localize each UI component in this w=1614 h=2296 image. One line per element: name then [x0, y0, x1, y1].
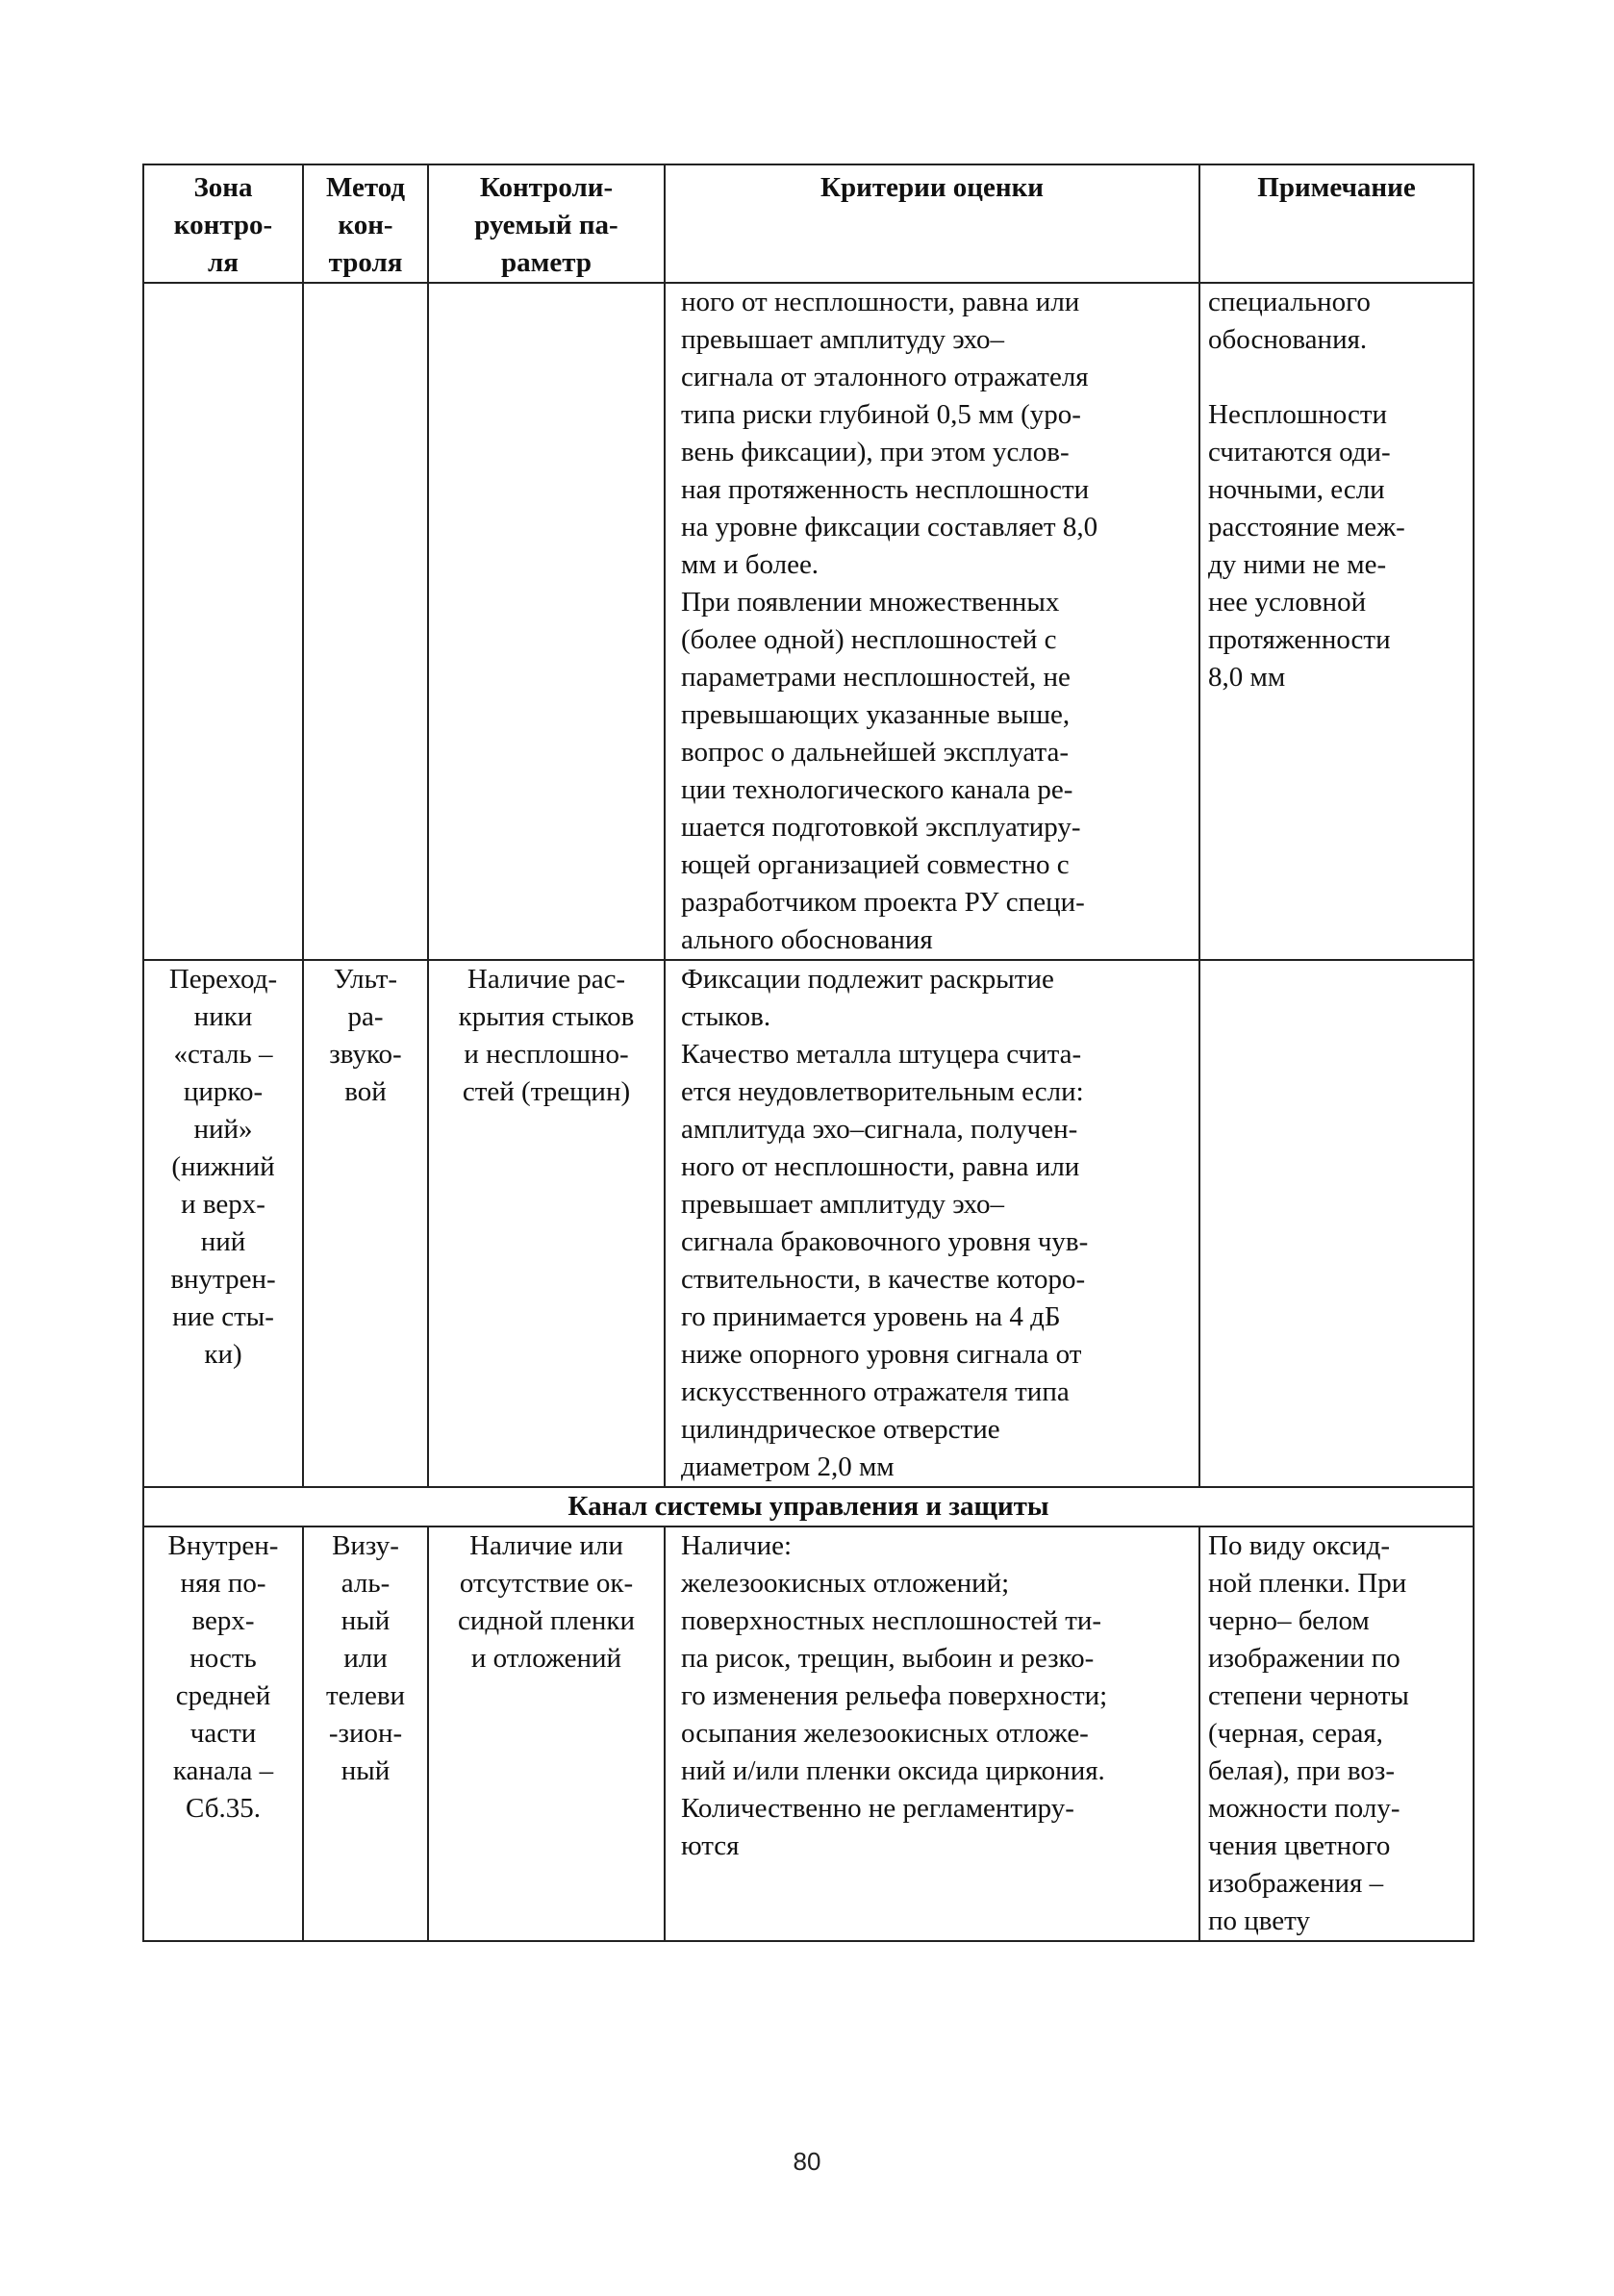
text-line: (нижний [171, 1151, 275, 1182]
text-line: черно– белом [1208, 1605, 1370, 1636]
text-line: шается подготовкой эксплуатиру- [681, 812, 1081, 843]
text-line: части [189, 1718, 257, 1749]
row2-method [303, 960, 428, 1487]
text-line: ний и/или пленки оксида циркония. [681, 1755, 1105, 1786]
row1-zone [143, 283, 303, 960]
text-line: няя по- [180, 1568, 266, 1599]
text-line: троля [328, 247, 403, 278]
text-line: ции технологического канала ре- [681, 774, 1073, 805]
row2-criteria [665, 960, 1199, 1487]
text-line: Фиксации подлежит раскрытие [681, 964, 1054, 995]
text-line: цилиндрическое отверстие [681, 1414, 1000, 1445]
text-line: Качество металла штуцера счита- [681, 1039, 1082, 1070]
text-line: ля [208, 247, 239, 278]
text-line: Метод [325, 172, 406, 203]
text-line: стей (трещин) [462, 1076, 631, 1107]
text-line: сидной пленки [458, 1605, 635, 1636]
text-line: на уровне фиксации составляет 8,0 [681, 512, 1098, 542]
text-line: вень фиксации), при этом услов- [681, 437, 1070, 467]
text-line: можности полу- [1208, 1793, 1400, 1824]
header-note [1199, 164, 1474, 283]
text-line: раметр [501, 247, 592, 278]
text-line: и верх- [181, 1189, 265, 1220]
text-line: ного от несплошности, равна или [681, 1151, 1080, 1182]
text-line: Контроли- [479, 172, 614, 203]
text-line: Наличие рас- [467, 964, 626, 995]
text-line: кон- [338, 210, 393, 240]
table-row [143, 960, 1474, 1487]
text-line: изображении по [1208, 1643, 1400, 1674]
text-line: ются [681, 1830, 740, 1861]
text-line: го принимается уровень на 4 дБ [681, 1301, 1061, 1332]
text-line: расстояние меж- [1208, 512, 1405, 542]
text-line: При появлении множественных [681, 587, 1060, 618]
text-line: ность [189, 1643, 257, 1674]
header-criteria [665, 164, 1199, 283]
text-line: ющей организацией совместно с [681, 849, 1070, 880]
page-number: 80 [793, 2147, 821, 2176]
inspection-criteria-table [142, 164, 1475, 1942]
text-line: ется неудовлетворительным если: [681, 1076, 1084, 1107]
text-line: сигнала браковочного уровня чув- [681, 1226, 1089, 1257]
row2-zone [143, 960, 303, 1487]
row3-zone [143, 1526, 303, 1941]
text-line: параметрами несплошностей, не [681, 662, 1071, 693]
row2-note [1199, 960, 1474, 1487]
text-line: сигнала от эталонного отражателя [681, 362, 1089, 392]
text-line: Количественно не регламентиру- [681, 1793, 1074, 1824]
row1-method [303, 283, 428, 960]
text-line: изображения – [1208, 1868, 1384, 1899]
text-line: отсутствие ок- [459, 1568, 634, 1599]
text-line: стыков. [681, 1001, 771, 1032]
text-line: считаются оди- [1208, 437, 1391, 467]
text-line: па рисок, трещин, выбоин и резко- [681, 1643, 1095, 1674]
text-line: вопрос о дальнейшей эксплуата- [681, 737, 1070, 768]
text-line: ники [193, 1001, 253, 1032]
text-line: превышает амплитуду эхо– [681, 324, 1004, 355]
text-line: контро- [173, 210, 273, 240]
text-line: руемый па- [474, 210, 618, 240]
text-line: Ульт- [333, 964, 398, 995]
header-zone [143, 164, 303, 283]
text-line: диаметром 2,0 мм [681, 1451, 895, 1482]
text-line: ная протяженность несплошности [681, 474, 1090, 505]
row1-note-part-b [1208, 396, 1465, 696]
text-line: Сб.35. [186, 1793, 261, 1824]
text-line: превышающих указанные выше, [681, 699, 1071, 730]
text-line: 8,0 мм [1208, 662, 1286, 693]
text-line: По виду оксид- [1208, 1530, 1391, 1561]
text-line: телеви [325, 1680, 406, 1711]
text-line: ный [340, 1605, 391, 1636]
text-line: Несплошности [1208, 399, 1388, 430]
table-row [143, 1526, 1474, 1941]
text-line: амплитуда эхо–сигнала, получен- [681, 1114, 1078, 1145]
text-line: вой [344, 1076, 387, 1107]
row1-criteria [665, 283, 1199, 960]
text-line: цирко- [183, 1076, 264, 1107]
text-line: ального обоснования [681, 924, 933, 955]
text-line: го изменения рельефа поверхности; [681, 1680, 1108, 1711]
text-line: специального [1208, 287, 1371, 317]
text-line: ной пленки. При [1208, 1568, 1407, 1599]
text-line: ний» [193, 1114, 253, 1145]
row3-criteria [665, 1526, 1199, 1941]
text-line: искусственного отражателя типа [681, 1376, 1070, 1407]
text-line: ный [340, 1755, 391, 1786]
text-line: звуко- [329, 1039, 402, 1070]
text-line: поверхностных несплошностей ти- [681, 1605, 1102, 1636]
text-line: чения цветного [1208, 1830, 1391, 1861]
row1-note [1199, 283, 1474, 960]
header-parameter [428, 164, 665, 283]
text-line: или [343, 1643, 388, 1674]
text-line: мм и более. [681, 549, 820, 580]
text-line: ра- [347, 1001, 384, 1032]
text-line: ние сты- [172, 1301, 274, 1332]
text-line: типа риски глубиной 0,5 мм (уро- [681, 399, 1081, 430]
text-line: Примечание [1257, 172, 1416, 203]
text-line: белая), при воз- [1208, 1755, 1395, 1786]
text-line: средней [175, 1680, 271, 1711]
text-line: (черная, серая, [1208, 1718, 1383, 1749]
row2-parameter [428, 960, 665, 1487]
text-line: аль- [340, 1568, 391, 1599]
text-line: ниже опорного уровня сигнала от [681, 1339, 1082, 1370]
text-line: -зион- [328, 1718, 403, 1749]
text-line: ного от несплошности, равна или [681, 287, 1080, 317]
text-line: ночными, если [1208, 474, 1385, 505]
text-line: Критерии оценки [820, 172, 1044, 203]
text-line: внутрен- [170, 1264, 276, 1295]
text-line: ний [200, 1226, 246, 1257]
row3-method [303, 1526, 428, 1941]
row1-parameter [428, 283, 665, 960]
section-title: Канал системы управления и защиты [143, 1487, 1474, 1526]
text-line: «сталь – [173, 1039, 273, 1070]
text-line: ду ними не ме- [1208, 549, 1387, 580]
text-line: Зона [193, 172, 253, 203]
text-line: (более одной) несплошностей с [681, 624, 1057, 655]
text-line: Наличие: [681, 1530, 793, 1561]
text-line: Внутрен- [167, 1530, 279, 1561]
text-line: Переход- [168, 964, 278, 995]
row1-note-part-a [1208, 284, 1465, 359]
text-line: по цвету [1208, 1905, 1310, 1936]
text-line: превышает амплитуду эхо– [681, 1189, 1004, 1220]
text-line: Визу- [332, 1530, 399, 1561]
text-line: Наличие или [469, 1530, 623, 1561]
text-line: железоокисных отложений; [681, 1568, 1010, 1599]
row3-note [1199, 1526, 1474, 1941]
section-row [143, 1487, 1474, 1526]
text-line: и отложений [470, 1643, 622, 1674]
text-line: канала – [172, 1755, 274, 1786]
table-row [143, 283, 1474, 960]
row3-parameter [428, 1526, 665, 1941]
text-line: верх- [191, 1605, 255, 1636]
text-line: крытия стыков [458, 1001, 635, 1032]
text-line: ствительности, в качестве которо- [681, 1264, 1086, 1295]
text-line: и несплошно- [464, 1039, 629, 1070]
text-line: ки) [204, 1339, 242, 1370]
text-line: осыпания железоокисных отложе- [681, 1718, 1089, 1749]
text-line: обоснования. [1208, 324, 1368, 355]
text-line: разработчиком проекта РУ специ- [681, 887, 1085, 918]
table-header-row [143, 164, 1474, 283]
text-line: степени черноты [1208, 1680, 1409, 1711]
text-line: протяженности [1208, 624, 1391, 655]
text-line: нее условной [1208, 587, 1367, 618]
header-method [303, 164, 428, 283]
